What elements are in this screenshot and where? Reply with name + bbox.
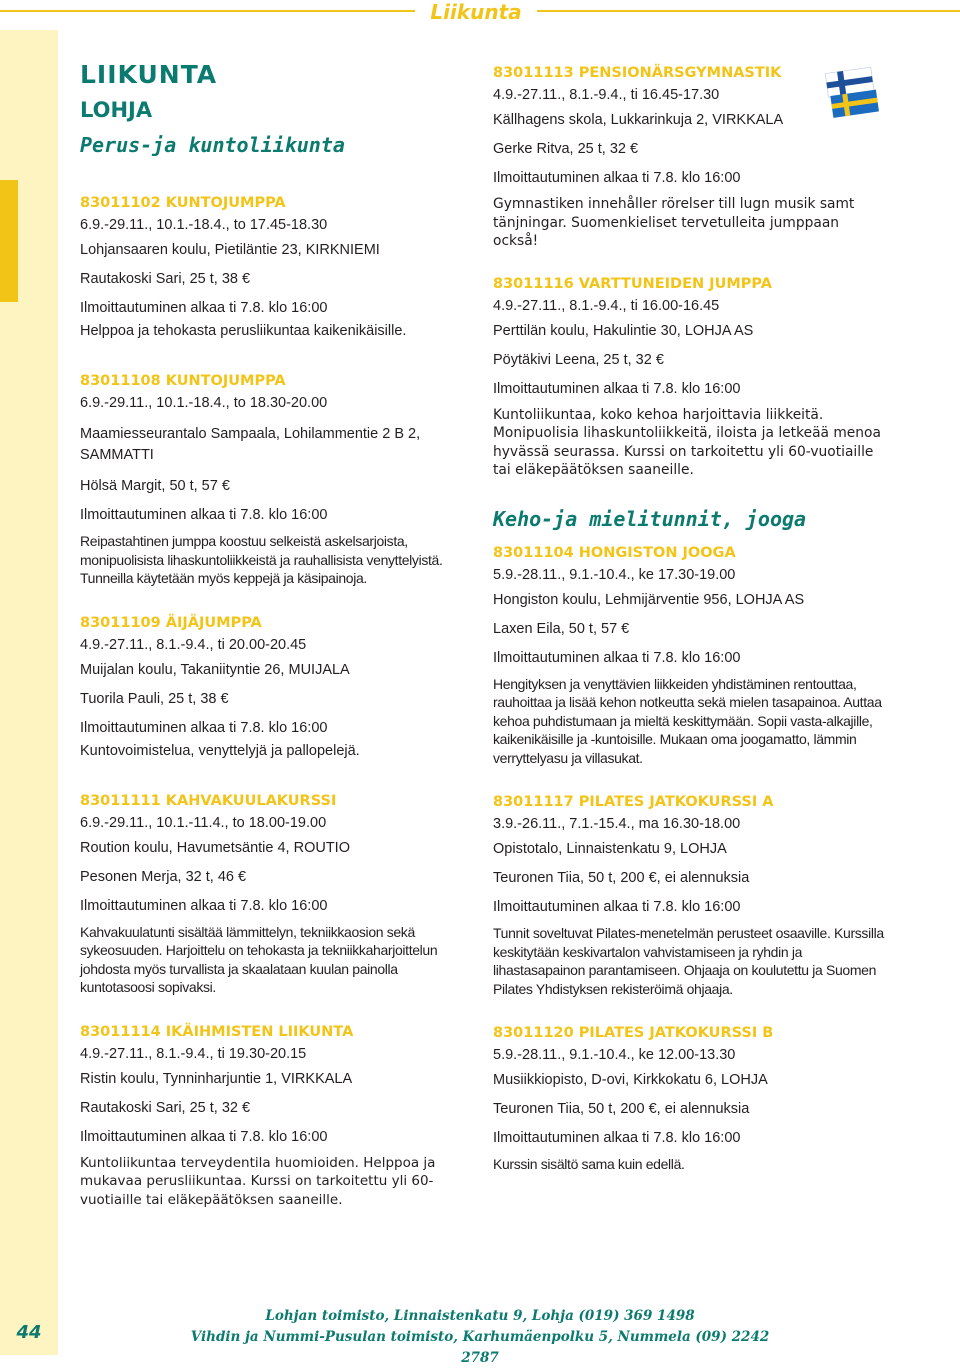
course-description: Helppoa ja tehokasta perusliikuntaa kaikenikäisille. (80, 323, 407, 339)
course-code: 83011108 KUNTOJUMPPA (80, 373, 286, 389)
course-location: Roution koulu, Havumetsäntie 4, ROUTIO (80, 839, 350, 856)
category-heading: Keho-ja mielitunnit, jooga (493, 506, 807, 531)
course-code: 83011120 PILATES JATKOKURSSI B (493, 1025, 774, 1041)
section-title: Liikunta (430, 0, 522, 24)
footer-office-vihti: Vihdin ja Nummi-Pusulan toimisto, Karhumäenpolku 5, Nummela (09) 2242 2787 (190, 1329, 770, 1366)
footer-office-lohja: Lohjan toimisto, Linnaistenkatu 9, Lohja (019) 369 1498 (265, 1308, 695, 1324)
city-heading: LOHJA (80, 98, 153, 122)
course-registration: Ilmoittautuminen alkaa ti 7.8. klo 16:00 (80, 300, 328, 316)
side-strip (0, 30, 58, 1355)
course-teacher: Tuorila Pauli, 25 t, 38 € (80, 690, 229, 707)
course-description: Kahvakuulatunti sisältää lämmittelyn, tekniikkaosion sekä sykeosuuden. Harjoittelu on tehokasta ja tekniikkaharjoittelun johdosta myös turvallista ja skaalataan kuulan painolla kuntotasoosi sopivaksi. (80, 923, 438, 995)
course-location: Maamiesseurantalo Sampaala, Lohilammentie 2 B 2, SAMMATTI (80, 426, 421, 463)
course-teacher: Pöytäkivi Leena, 25 t, 32 € (493, 351, 664, 368)
course-description: Kuntoliikuntaa, koko kehoa harjoittavia liikkeitä. Monipuolisia lihaskuntoliikkeitä, iloista ja letkeää menoa hyvässä seurassa. Kurssi on tarkoitettu yli 60-vuotiaille tai eläkepäätöksen saaneille. (493, 406, 881, 478)
course-registration: Ilmoittautuminen alkaa ti 7.8. klo 16:00 (493, 1130, 741, 1146)
course-registration: Ilmoittautuminen alkaa ti 7.8. klo 16:00 (493, 899, 741, 915)
course-code: 83011113 PENSIONÄRSGYMNASTIK (493, 65, 782, 81)
course-code: 83011102 KUNTOJUMPPA (80, 195, 286, 211)
course-dates: 5.9.-28.11., 9.1.-10.4., ke 17.30-19.00 (493, 566, 736, 583)
page-header (0, 0, 960, 30)
course-dates: 5.9.-28.11., 9.1.-10.4., ke 12.00-13.30 (493, 1047, 736, 1063)
course-83011117 (493, 791, 888, 998)
course-description: Tunnit soveltuvat Pilates-menetelmän perusteet osaaville. Kurssilla keskitytään keskivartalon vahvistamiseen ja ryhdin ja lihastasapainon parantamiseen. Ohjaaja on koulutettu ja Suomen Pilates Yhdistyksen rekisteröimä ohjaaja. (493, 925, 884, 997)
course-location: Musiikkiopisto, D-ovi, Kirkkokatu 6, LOHJA (493, 1072, 768, 1088)
course-code: 83011117 PILATES JATKOKURSSI A (493, 794, 774, 810)
course-teacher: Gerke Ritva, 25 t, 32 € (493, 141, 639, 157)
course-location: Muijalan koulu, Takaniityntie 26, MUIJALA (80, 661, 350, 678)
course-description: Kuntovoimistelua, venyttelyjä ja pallopelejä. (80, 742, 360, 759)
course-teacher: Pesonen Merja, 32 t, 46 € (80, 868, 247, 885)
header-rule-right (537, 10, 960, 12)
course-code: 83011114 IKÄIHMISTEN LIIKUNTA (80, 1023, 354, 1040)
right-column (493, 58, 888, 1174)
course-teacher: Teuronen Tiia, 50 t, 200 €, ei alennuksia (493, 1101, 750, 1117)
course-83011109 (80, 612, 475, 766)
course-83011120 (493, 1022, 888, 1174)
course-dates: 4.9.-27.11., 8.1.-9.4., ti 19.30-20.15 (80, 1045, 307, 1062)
course-location: Källhagens skola, Lukkarinkuja 2, VIRKKALA (493, 112, 784, 128)
course-registration: Ilmoittautuminen alkaa ti 7.8. klo 16:00 (493, 380, 741, 397)
course-registration: Ilmoittautuminen alkaa ti 7.8. klo 16:00 (80, 1128, 328, 1145)
course-teacher: Rautakoski Sari, 25 t, 38 € (80, 271, 251, 287)
course-registration: Ilmoittautuminen alkaa ti 7.8. klo 16:00 (80, 897, 328, 914)
course-description: Reipastahtinen jumppa koostuu selkeistä askelsarjoista, monipuolisista lihaskuntoliikkeistä ja rauhallisista venyttelyistä. Tunneilla käytetään myös keppejä ja käsipainoja. (80, 533, 443, 586)
course-83011102 (80, 192, 475, 346)
course-teacher: Hölsä Margit, 50 t, 57 € (80, 478, 230, 494)
course-dates: 4.9.-27.11., 8.1.-9.4., ti 16.45-17.30 (493, 87, 720, 103)
course-code: 83011111 KAHVAKUULAKURSSI (80, 792, 337, 809)
course-description: Gymnastiken innehåller rörelser till lugn musik samt tänjningar. Suomenkieliset tervetulleita jumppaan också! (493, 196, 855, 249)
page-number: 44 (16, 1322, 42, 1343)
section-tab (0, 180, 18, 302)
course-description: Hengityksen ja venyttävien liikkeiden yhdistäminen rentouttaa, rauhoittaa ja lisää kehon notkeutta sekä mielen tasapainoa. Auttaa kehoa puhdistumaan ja mieltä keskittymään. Sopii vasta-alkajille, kaikenikäisille ja -kuntoisille. Mukaan oma joogamatto, lämmin verryttelyasu ja villasukat. (493, 675, 882, 766)
course-teacher: Rautakoski Sari, 25 t, 32 € (80, 1099, 251, 1116)
course-83011116 (493, 273, 888, 480)
course-dates: 6.9.-29.11., 10.1.-18.4., to 17.45-18.30 (80, 217, 328, 233)
course-83011104 (493, 542, 888, 768)
course-dates: 4.9.-27.11., 8.1.-9.4., ti 20.00-20.45 (80, 636, 307, 653)
course-registration: Ilmoittautuminen alkaa ti 7.8. klo 16:00 (80, 507, 328, 523)
page-heading: LIIKUNTA (80, 60, 218, 89)
course-83011114 (80, 1021, 475, 1210)
course-dates: 4.9.-27.11., 8.1.-9.4., ti 16.00-16.45 (493, 297, 720, 314)
course-description: Kurssin sisältö sama kuin edellä. (493, 1156, 685, 1172)
course-teacher: Laxen Eila, 50 t, 57 € (493, 620, 630, 637)
course-code: 83011104 HONGISTON JOOGA (493, 544, 736, 561)
course-83011111 (80, 790, 475, 997)
course-code: 83011109 ÄIJÄJUMPPA (80, 614, 262, 631)
course-location: Hongiston koulu, Lehmijärventie 956, LOHJA AS (493, 591, 805, 608)
left-column (80, 58, 475, 1209)
course-dates: 6.9.-29.11., 10.1.-11.4., to 18.00-19.00 (80, 814, 327, 831)
course-description: Kuntoliikuntaa terveydentila huomioiden. Helppoa ja mukavaa perusliikuntaa. Kurssi on tarkoitettu yli 60-vuotiaille tai eläkepäätöksen saaneille. (80, 1154, 436, 1208)
course-code: 83011116 VARTTUNEIDEN JUMPPA (493, 275, 772, 292)
course-registration: Ilmoittautuminen alkaa ti 7.8. klo 16:00 (80, 719, 328, 736)
course-registration: Ilmoittautuminen alkaa ti 7.8. klo 16:00 (493, 649, 741, 666)
course-83011108 (80, 370, 475, 588)
course-location: Opistotalo, Linnaistenkatu 9, LOHJA (493, 841, 727, 857)
category-heading: Perus-ja kuntoliikunta (80, 133, 345, 157)
course-dates: 6.9.-29.11., 10.1.-18.4., to 18.30-20.00 (80, 395, 328, 411)
course-registration: Ilmoittautuminen alkaa ti 7.8. klo 16:00 (493, 170, 741, 186)
course-teacher: Teuronen Tiia, 50 t, 200 €, ei alennuksia (493, 870, 750, 886)
course-location: Lohjansaaren koulu, Pietiläntie 23, KIRKNIEMI (80, 242, 380, 258)
course-location: Perttilän koulu, Hakulintie 30, LOHJA AS (493, 322, 754, 339)
header-rule-left (0, 10, 415, 12)
course-83011113 (493, 62, 888, 251)
page-footer (170, 1306, 790, 1369)
course-dates: 3.9.-26.11., 7.1.-15.4., ma 16.30-18.00 (493, 816, 741, 832)
course-location: Ristin koulu, Tynninharjuntie 1, VIRKKALA (80, 1070, 353, 1087)
